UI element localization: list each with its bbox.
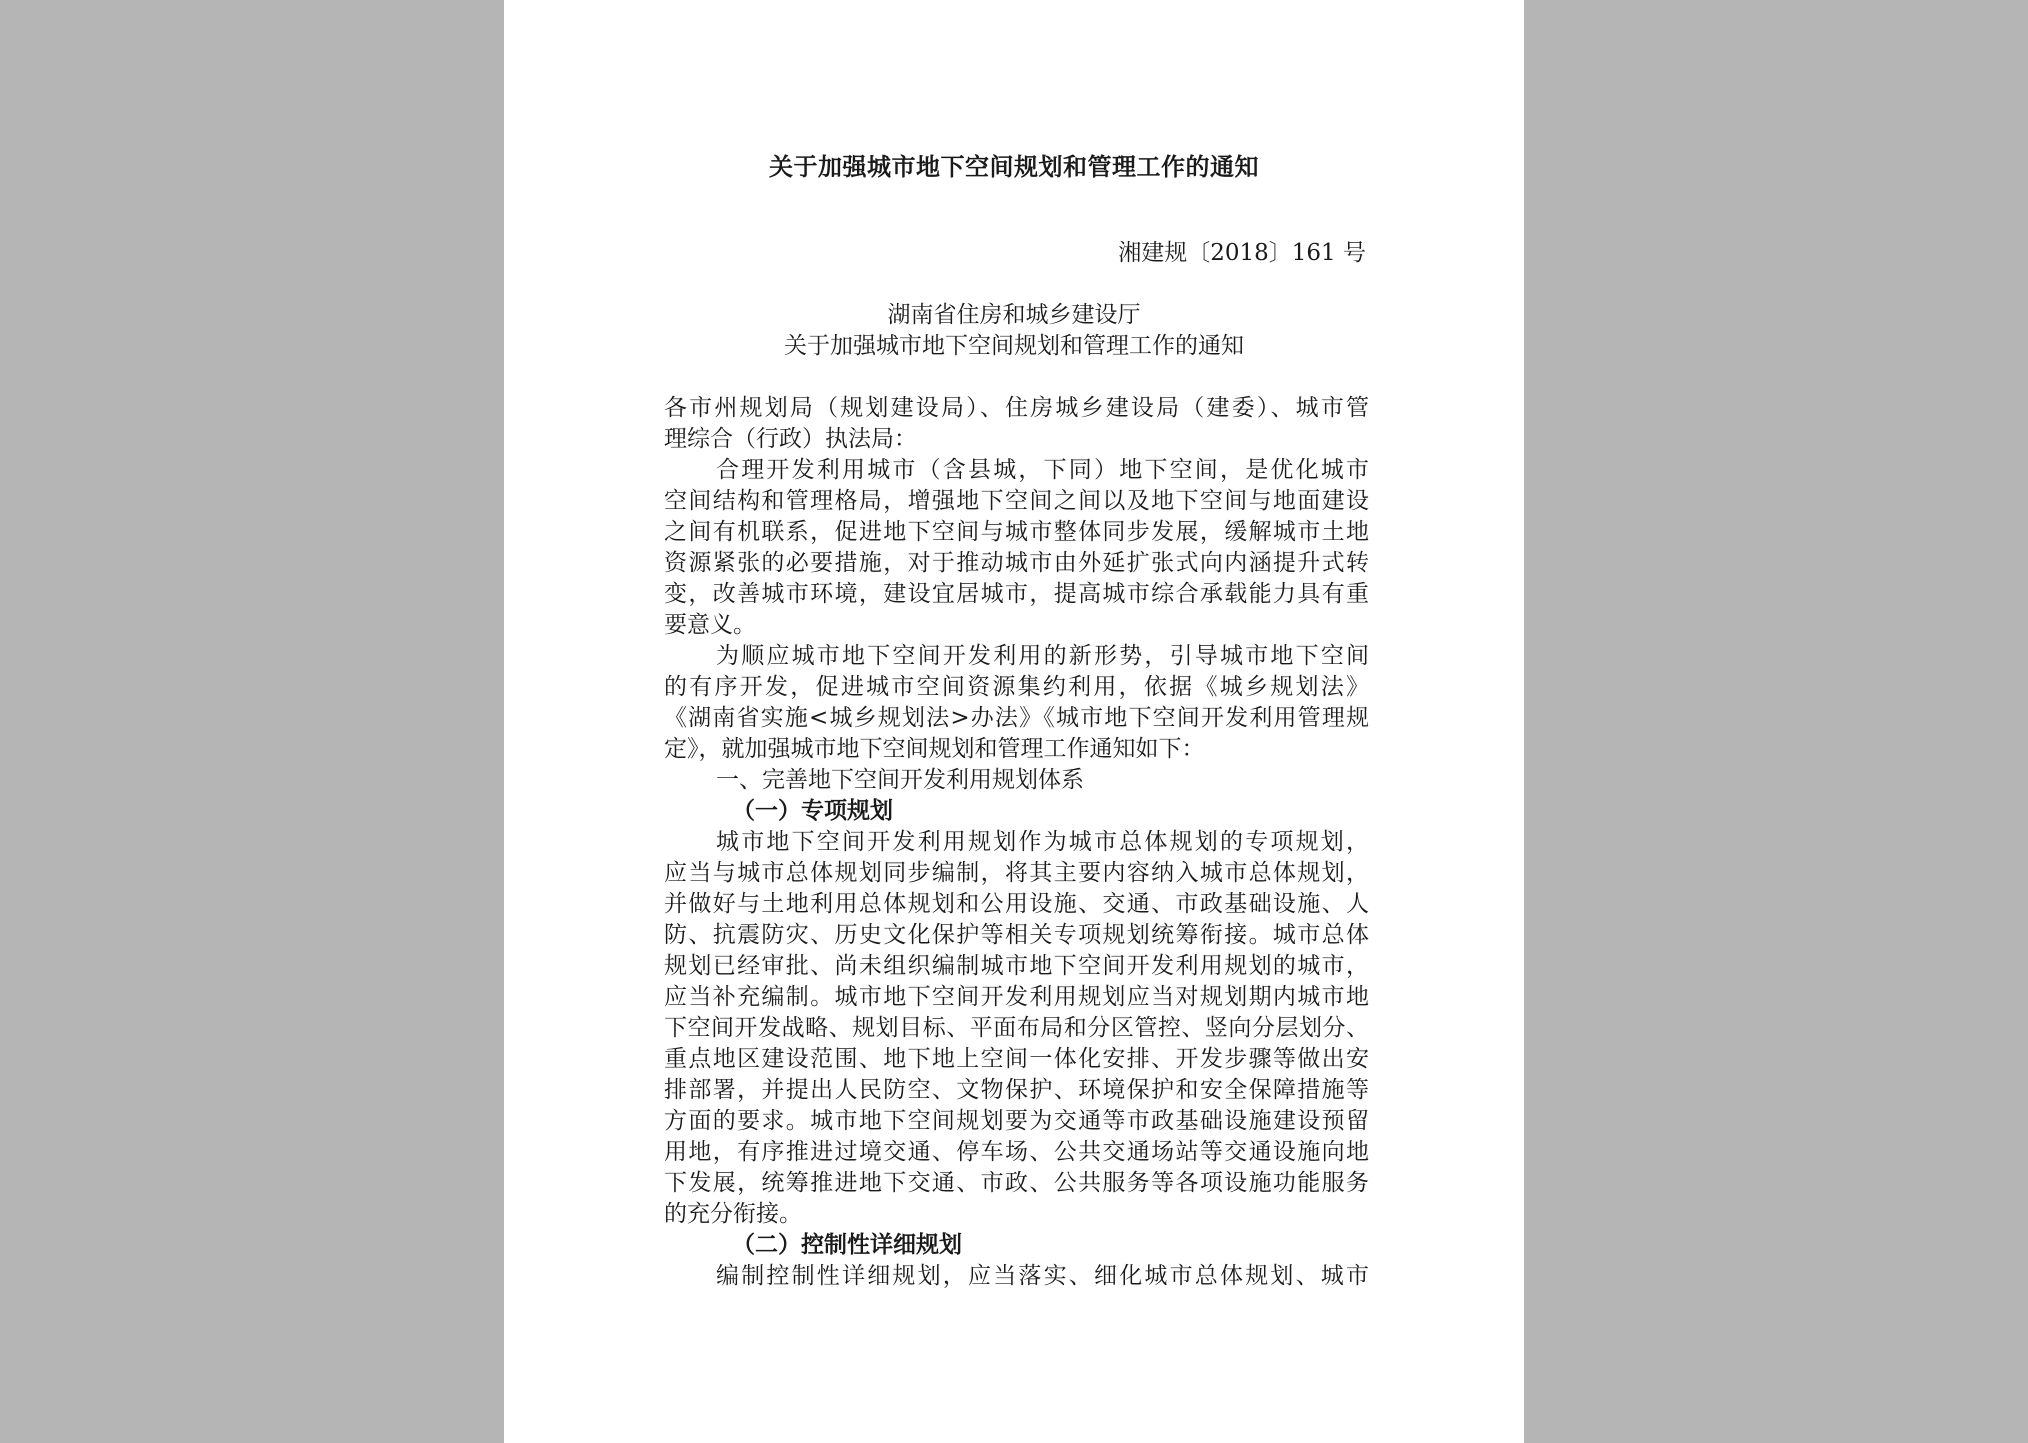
- body-line: 编制控制性详细规划，应当落实、细化城市总体规划、城市: [716, 1263, 1369, 1289]
- document-page: [504, 0, 1524, 1443]
- document-title: 关于加强城市地下空间规划和管理工作的通知: [769, 153, 1259, 181]
- issuer-line: 湖南省住房和城乡建设厅: [887, 302, 1141, 328]
- body-line: 《湖南省实施<城乡规划法>办法》《城市地下空间开发利用管理规: [664, 705, 1369, 731]
- document-number: 湘建规〔2018〕161 号: [1118, 240, 1366, 266]
- body-line: 之间有机联系，促进地下空间与城市整体同步发展，缓解城市土地: [664, 519, 1369, 545]
- body-line: 空间结构和管理格局，增强地下空间之间以及地下空间与地面建设: [664, 488, 1369, 514]
- body-line: 理综合（行政）执法局：: [664, 426, 917, 452]
- body-line: 变，改善城市环境，建设宜居城市，提高城市综合承载能力具有重: [664, 581, 1369, 607]
- body-line: 城市地下空间开发利用规划作为城市总体规划的专项规划，: [716, 829, 1369, 855]
- section-heading: 一、完善地下空间开发利用规划体系: [716, 767, 1084, 793]
- body-line: 合理开发利用城市（含县城，下同）地下空间，是优化城市: [716, 457, 1369, 483]
- issuer-block: [504, 300, 1524, 362]
- body-line: 各市州规划局（规划建设局）、住房城乡建设局（建委）、城市管: [664, 395, 1369, 421]
- body-line: 用地，有序推进过境交通、停车场、公共交通场站等交通设施向地: [664, 1139, 1369, 1165]
- body-line: 规划已经审批、尚未组织编制城市地下空间开发利用规划的城市，: [664, 953, 1369, 979]
- body-line: 重点地区建设范围、地下地上空间一体化安排、开发步骤等做出安: [664, 1046, 1369, 1072]
- body-line: 定》，就加强城市地下空间规划和管理工作通知如下：: [664, 736, 1205, 762]
- body-line: 的有序开发，促进城市空间资源集约利用，依据《城乡规划法》: [664, 674, 1369, 700]
- body-line: 的充分衔接。: [664, 1201, 802, 1227]
- document-body: [664, 393, 1369, 1292]
- body-line: 并做好与土地利用总体规划和公用设施、交通、市政基础设施、人: [664, 891, 1369, 917]
- body-line: 下空间开发战略、规划目标、平面布局和分区管控、竖向分层划分、: [664, 1015, 1369, 1041]
- subsection-heading: （一）专项规划: [732, 798, 893, 824]
- body-line: 排部署，并提出人民防空、文物保护、环境保护和安全保障措施等: [664, 1077, 1369, 1103]
- body-line: 方面的要求。城市地下空间规划要为交通等市政基础设施建设预留: [664, 1108, 1369, 1134]
- body-line: 资源紧张的必要措施，对于推动城市由外延扩张式向内涵提升式转: [664, 550, 1369, 576]
- body-line: 应当与城市总体规划同步编制，将其主要内容纳入城市总体规划，: [664, 860, 1369, 886]
- body-line: 应当补充编制。城市地下空间开发利用规划应当对规划期内城市地: [664, 984, 1369, 1010]
- body-line: 要意义。: [664, 612, 756, 638]
- body-line: 下发展，统筹推进地下交通、市政、公共服务等各项设施功能服务: [664, 1170, 1369, 1196]
- issuer-line: 关于加强城市地下空间规划和管理工作的通知: [784, 333, 1244, 359]
- body-line: 为顺应城市地下空间开发利用的新形势，引导城市地下空间: [716, 643, 1369, 669]
- body-line: 防、抗震防灾、历史文化保护等相关专项规划统筹衔接。城市总体: [664, 922, 1369, 948]
- subsection-heading: （二）控制性详细规划: [732, 1232, 962, 1258]
